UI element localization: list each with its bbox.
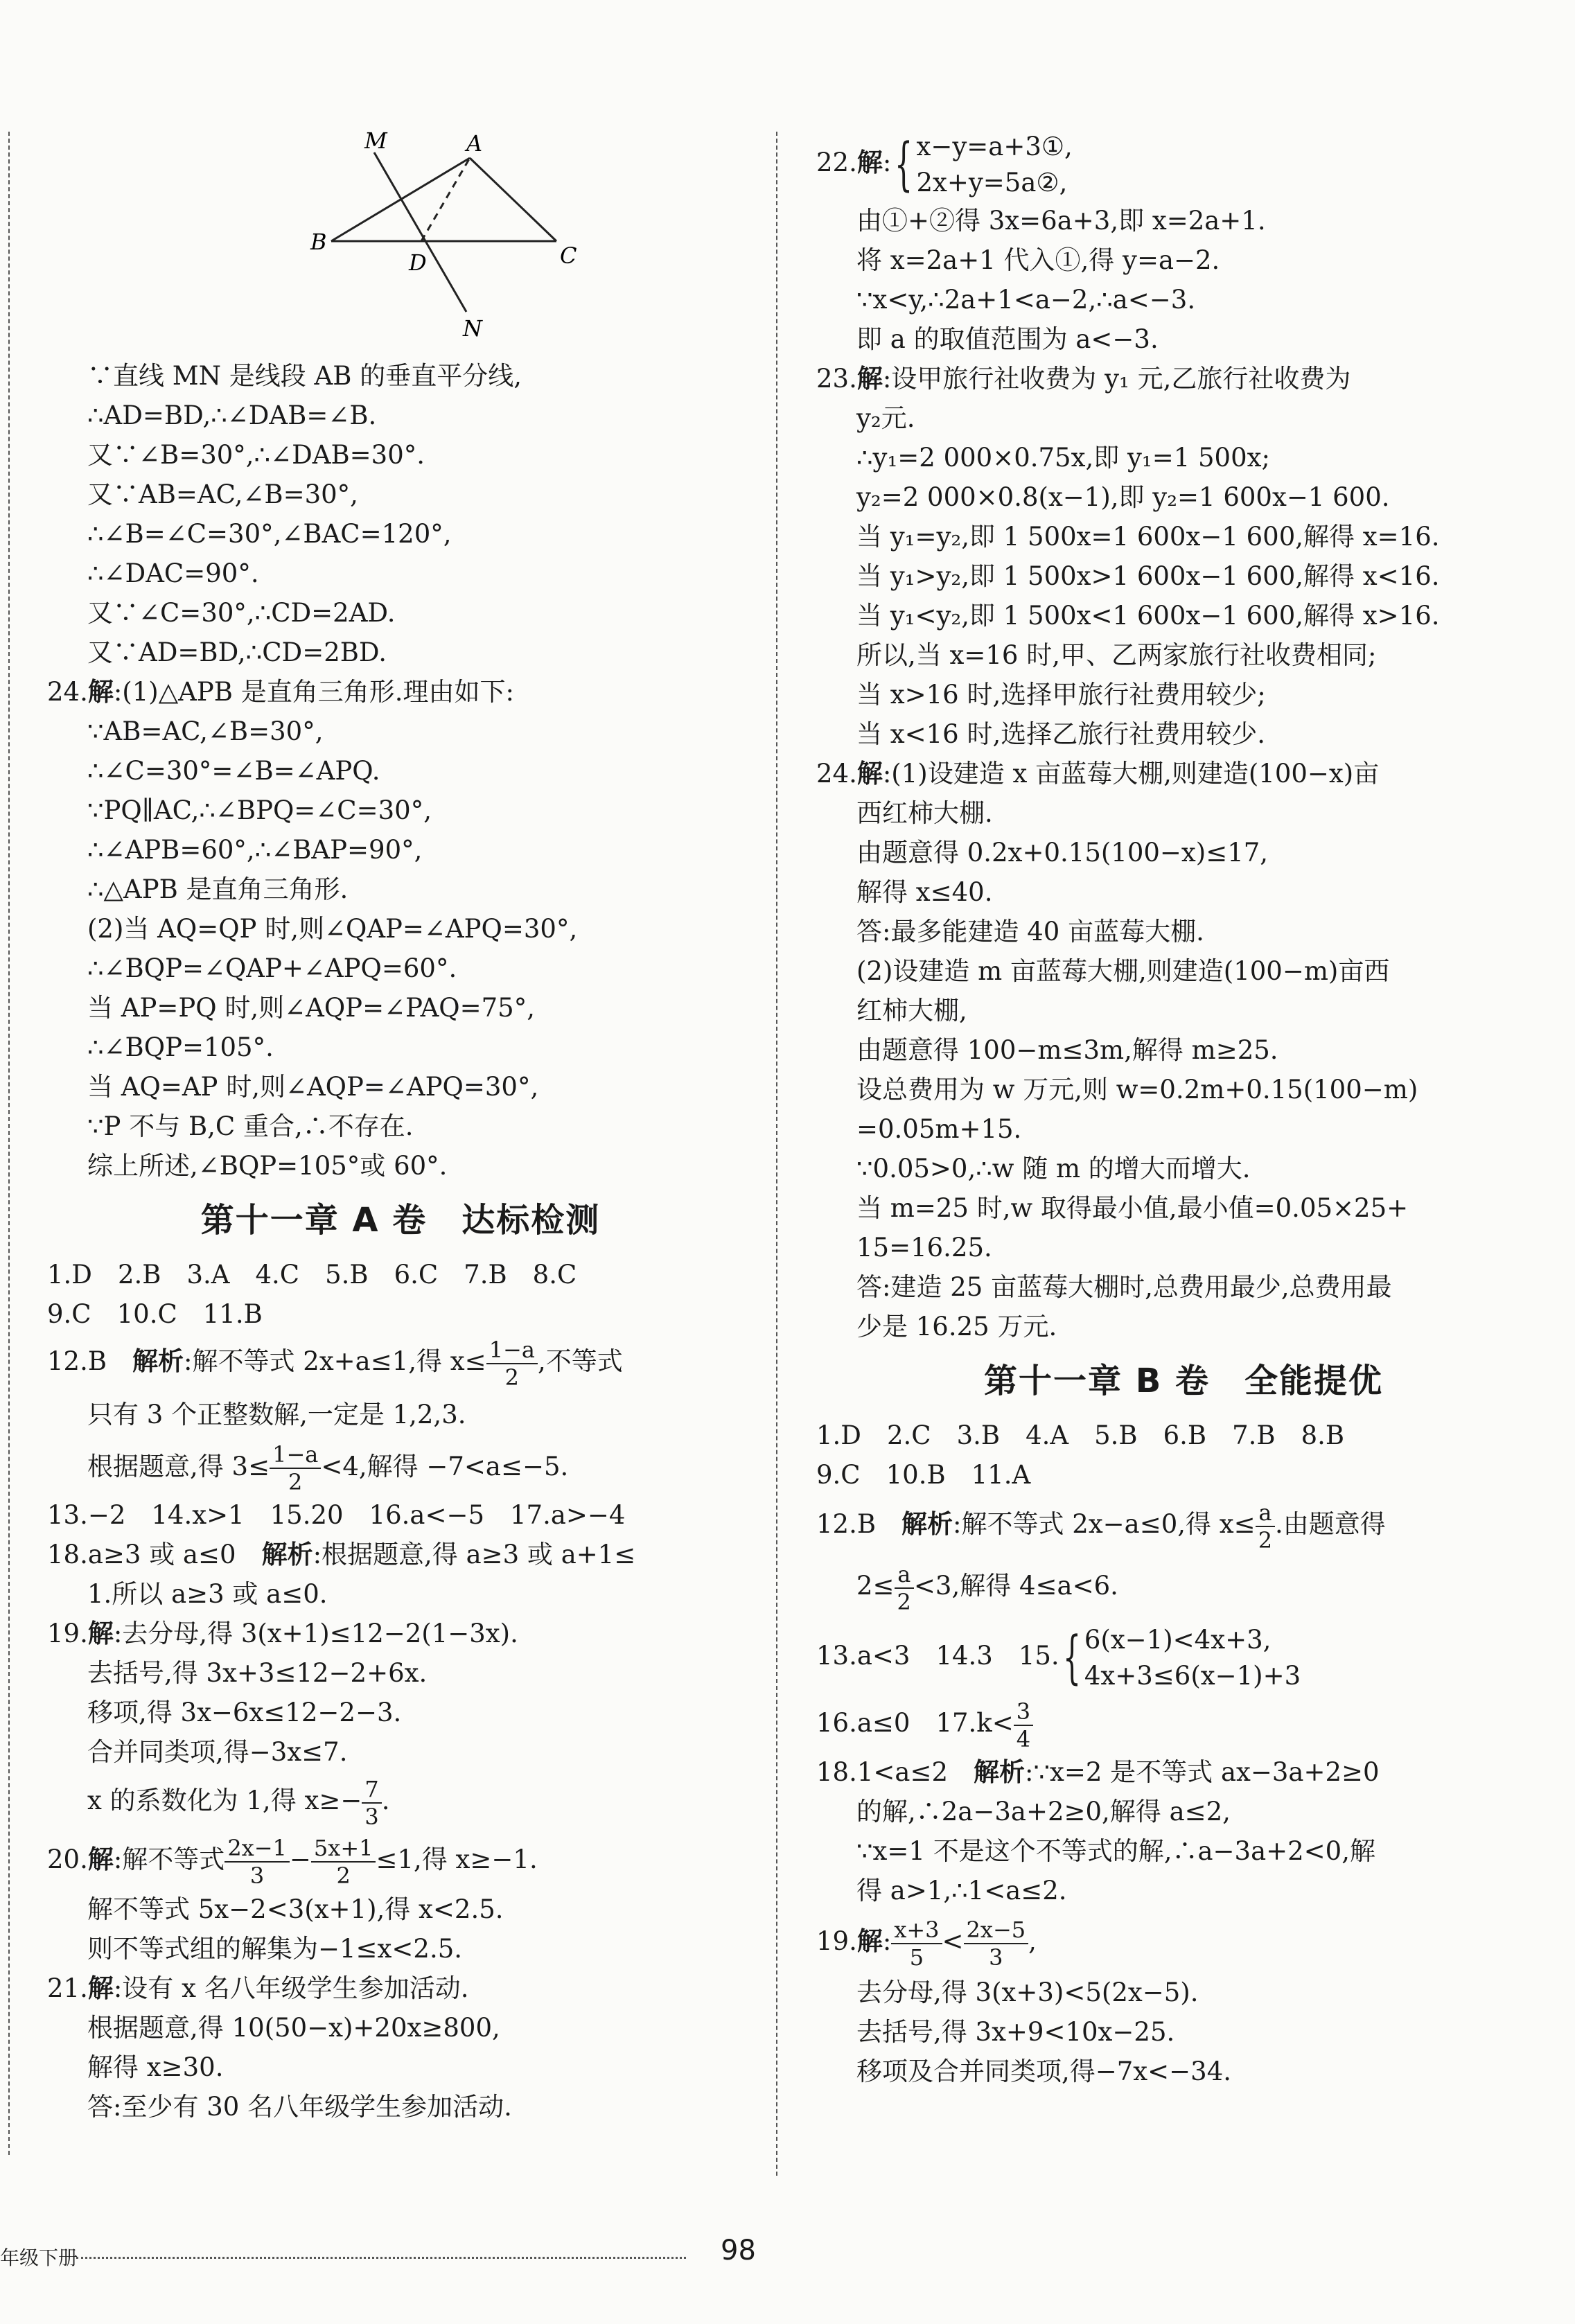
analysis-label: 解析 [974, 1757, 1025, 1787]
column-divider [776, 132, 791, 2176]
fraction-denominator: 3 [364, 1803, 379, 1830]
solution-line: ∵0.05>0,∴w 随 m 的增大而增大. [856, 1154, 1251, 1183]
footer-dotted-line [76, 2257, 686, 2259]
solution-line: 解不等式 5x−2<3(x+1),得 x<2.5. [87, 1894, 504, 1924]
fraction-numerator: 5x+1 [311, 1835, 376, 1863]
fraction-denominator: 3 [249, 1862, 265, 1889]
proof-line: ∴AD=BD,∴∠DAB=∠B. [87, 400, 377, 430]
page-footer [0, 2235, 1575, 2276]
left-column [47, 125, 754, 2127]
q12-line [816, 1495, 1551, 1554]
solution-line: ∵x<y,∴2a+1<a−2,∴a<−3. [856, 285, 1196, 315]
solution-label: 解 [856, 364, 883, 394]
solution-label: 解 [87, 677, 114, 707]
q24-solution [47, 672, 754, 1186]
solution-line: y₂元. [856, 403, 915, 433]
equation: x−y=a+3①, [916, 131, 1073, 161]
fraction-numerator: x+3 [891, 1917, 942, 1944]
solution-line: y₂=2 000×0.8(x−1),即 y₂=1 600x−1 600. [856, 482, 1390, 512]
right-column [816, 125, 1551, 2091]
solution-line: 当 x>16 时,选择甲旅行社费用较少; [856, 680, 1266, 710]
fraction-numerator: 7 [362, 1776, 381, 1804]
solution-line: 解得 x≤40. [856, 877, 993, 907]
solution-label: 解 [856, 148, 883, 177]
q12-line [816, 1554, 1551, 1618]
q18-text: :根据题意,得 a≥3 或 a+1≤ [313, 1540, 636, 1569]
fill-answers: 13.−2 14.x>1 15.20 16.a<−5 17.a>−4 [47, 1500, 626, 1530]
analysis-label: 解析 [901, 1509, 953, 1539]
q13-15-line [816, 1618, 1551, 1694]
solution-line: 即 a 的取值范围为 a<−3. [856, 324, 1159, 354]
solution-line: ∴∠BQP=∠QAP+∠APQ=60°. [87, 953, 457, 983]
q23-solution [816, 359, 1551, 754]
label-c: C [560, 243, 577, 269]
q18-line [816, 1752, 1551, 1792]
fraction [964, 1917, 1029, 1971]
q12-text: <3,解得 4≤a<6. [913, 1571, 1118, 1601]
solution-label: 解 [87, 1845, 114, 1874]
fraction [1256, 1499, 1275, 1553]
solution-line: 设总费用为 w 万元,则 w=0.2m+0.15(100−m) [856, 1075, 1418, 1104]
operator: − [289, 1845, 311, 1874]
solution-line: ∴∠BQP=105°. [87, 1032, 274, 1062]
inequality: 4x+3≤6(x−1)+3 [1084, 1660, 1301, 1691]
solution-line: 根据题意,得 10(50−x)+20x≥800, [87, 2013, 500, 2043]
q12-text: :解不等式 2x+a≤1,得 x≤ [184, 1346, 486, 1376]
solution-line: 移项及合并同类项,得−7x<−34. [856, 2057, 1232, 2086]
solution-line: (2)当 AQ=QP 时,则∠QAP=∠APQ=30°, [87, 914, 578, 944]
solution-line: ∵PQ∥AC,∴∠BPQ=∠C=30°, [87, 795, 432, 825]
fraction-denominator: 2 [504, 1364, 519, 1391]
question-number: 24. [816, 759, 857, 789]
q18-line: 的解,∴2a−3a+2≥0,解得 a≤2, [856, 1797, 1231, 1826]
solution-line: x 的系数化为 1,得 x≥− $\frac{7}{3}$ . [87, 1775, 390, 1830]
solution-line: 少是 16.25 万元. [856, 1312, 1057, 1341]
fraction [362, 1776, 381, 1830]
solution-line: 当 y₁=y₂,即 1 500x=1 600x−1 600,解得 x=16. [856, 522, 1440, 552]
q23-proof [47, 356, 754, 672]
punctuation: , [1028, 1926, 1037, 1956]
solution-line: 由题意得 0.2x+0.15(100−x)≤17, [856, 838, 1269, 868]
book-label: 年级下册 [0, 2246, 78, 2269]
solution-line: 答:建造 25 亩蓝莓大棚时,总费用最少,总费用最 [856, 1272, 1392, 1302]
choice-answers: 1.D 2.C 3.B 4.A 5.B 6.B 7.B 8.B [816, 1420, 1345, 1450]
fraction-denominator: 4 [1016, 1725, 1031, 1752]
solution-text: :(1)△APB 是直角三角形.理由如下: [113, 677, 514, 707]
fraction-numerator: a [1256, 1499, 1275, 1527]
solution-line: ∴∠APB=60°,∴∠BAP=90°, [87, 835, 423, 865]
solution-line: 移项,得 3x−6x≤12−2−3. [87, 1698, 402, 1727]
label-a: A [466, 130, 483, 157]
analysis-label: 解析 [132, 1346, 184, 1376]
fraction-denominator: 2 [336, 1862, 351, 1889]
fill-answers: 13.a<3 14.3 15. [816, 1641, 1059, 1671]
solution-line: 当 y₁<y₂,即 1 500x<1 600x−1 600,解得 x>16. [856, 601, 1440, 631]
choice-answers: 9.C 10.B 11.A [816, 1460, 1031, 1490]
solution-line: 去分母,得 3(x+3)<5(2x−5). [856, 1978, 1199, 2007]
q22-solution: 22.解:{ x−y=a+3①, 2x+y=5a②, 由①+②得 3x=6a+3,即 x=2a+1. 将 x=2a+1 代入①,得 y=a−2. ∵x<y,∴2a+1<a−2,∴a<−3. 即 a 的取值范围为 a<−3. [816, 125, 1551, 359]
question-number: 21. [47, 1973, 88, 2003]
fraction [225, 1835, 290, 1889]
label-d: D [409, 249, 427, 276]
solution-line: 则不等式组的解集为−1≤x<2.5. [87, 1934, 463, 1964]
solution-line: ∴△APB 是直角三角形. [87, 874, 349, 904]
fraction [270, 1441, 321, 1495]
question-number: 19. [47, 1619, 88, 1648]
solution-text: :去分母,得 3(x+1)≤12−2(1−3x). [113, 1619, 518, 1648]
solution-line: 由①+②得 3x=6a+3,即 x=2a+1. [856, 206, 1266, 236]
q12-text: .由题意得 [1275, 1509, 1386, 1539]
solution-line: (2)设建造 m 亩蓝莓大棚,则建造(100−m)亩西 [856, 956, 1390, 986]
binding-margin-line [8, 132, 24, 2155]
solution-text: :设甲旅行社收费为 y₁ 元,乙旅行社收费为 [882, 364, 1351, 394]
fraction-numerator: 3 [1014, 1698, 1033, 1726]
fraction-denominator: 3 [989, 1944, 1003, 1971]
inequality-system [1084, 1622, 1301, 1694]
question-number: 19. [816, 1926, 857, 1956]
solution-label: 解 [87, 1973, 114, 2003]
solution-line: 合并同类项,得−3x≤7. [87, 1737, 348, 1767]
brace-icon: { [895, 131, 913, 197]
label-n: N [463, 315, 482, 342]
solution-line: 去括号,得 3x+3≤12−2+6x. [87, 1658, 428, 1688]
q12-line: 只有 3 个正整数解,一定是 1,2,3. [87, 1399, 466, 1429]
question-number: 20. [47, 1845, 88, 1874]
solution-label: 解 [87, 1619, 114, 1648]
q12-text: 2≤ [856, 1571, 895, 1601]
inequality: 6(x−1)<4x+3, [1084, 1624, 1272, 1655]
fraction-numerator: 1−a [270, 1441, 321, 1469]
q18-text: :∵x=2 是不等式 ax−3a+2≥0 [1025, 1757, 1380, 1787]
solution-line: 当 AP=PQ 时,则∠AQP=∠PAQ=75°, [87, 993, 535, 1023]
fraction [311, 1835, 376, 1889]
solution-line: ∴y₁=2 000×0.75x,即 y₁=1 500x; [856, 443, 1270, 473]
solution-label: 解 [856, 759, 883, 789]
solution-text: ≤1,得 x≥−1. [376, 1845, 538, 1874]
proof-line: ∴∠B=∠C=30°,∠BAC=120°, [87, 519, 452, 549]
equation-system [916, 129, 1072, 201]
solution-label: 解 [856, 1926, 883, 1956]
chapter-heading-b: 第十一章 B 卷 全能提优 [983, 1362, 1383, 1400]
question-number: 24. [47, 677, 88, 707]
solution-line: 去括号,得 3x+9<10x−25. [856, 2017, 1175, 2047]
solution-line: 当 x<16 时,选择乙旅行社费用较少. [856, 719, 1265, 749]
proof-line: 又∵AD=BD,∴CD=2BD. [87, 637, 387, 667]
solution-line: 将 x=2a+1 代入①,得 y=a−2. [856, 245, 1220, 275]
brace-icon: { [1062, 1624, 1081, 1691]
q18-answer: 18.1<a≤2 [816, 1757, 974, 1787]
solution-line: ∴∠C=30°=∠B=∠APQ. [87, 756, 380, 786]
q24-solution-right [816, 754, 1551, 1346]
proof-line: 又∵∠B=30°,∴∠DAB=30°. [87, 440, 425, 470]
q19-solution-right: 19.解: $\frac{x+3}{5}$ < $\frac{2x-5}{3}$ , 去分母,得 3(x+3)<5(2x−5). 去括号,得 3x+9<10x−25. 移项及合并同类项,得−7x<−34. [816, 1910, 1551, 2091]
q12-line [47, 1334, 754, 1391]
solution-line: 答:最多能建造 40 亩蓝莓大棚. [856, 917, 1204, 947]
q12-answer: 12.B [816, 1509, 902, 1539]
proof-line: 又∵AB=AC,∠B=30°, [87, 479, 358, 509]
solution-text: :(1)设建造 x 亩蓝莓大棚,则建造(100−x)亩 [882, 759, 1380, 789]
fraction [1014, 1698, 1033, 1752]
question-number: 23. [816, 364, 857, 394]
q12-line [47, 1439, 754, 1496]
choice-answers: 9.C 10.C 11.B [47, 1299, 263, 1329]
q12-text: :解不等式 2x−a≤0,得 x≤ [953, 1509, 1256, 1539]
q12-answer: 12.B [47, 1346, 133, 1376]
fraction-numerator: 1−a [486, 1337, 538, 1364]
solution-line: 当 AQ=AP 时,则∠AQP=∠APQ=30°, [87, 1072, 539, 1102]
proof-line: 又∵∠C=30°,∴CD=2AD. [87, 598, 396, 628]
proof-line: ∵直线 MN 是线段 AB 的垂直平分线, [87, 361, 522, 391]
operator: < [942, 1926, 964, 1956]
fraction-denominator: 2 [288, 1469, 303, 1495]
label-b: B [310, 229, 327, 255]
chapter-heading-a: 第十一章 A 卷 达标检测 [200, 1201, 601, 1240]
equation: 2x+y=5a②, [916, 167, 1068, 197]
q18-line [47, 1535, 754, 1574]
fraction-denominator: 2 [897, 1588, 911, 1615]
fraction-numerator: a [895, 1561, 914, 1589]
geometry-diagram [213, 125, 629, 353]
page-number: 98 [721, 2235, 756, 2266]
solution-line: 红柿大棚, [856, 996, 967, 1025]
solution-line: 综上所述,∠BQP=105°或 60°. [87, 1151, 448, 1181]
proof-line: ∴∠DAC=90°. [87, 558, 259, 588]
fraction-denominator: 2 [1258, 1526, 1273, 1553]
q18-line: 得 a>1,∴1<a≤2. [856, 1876, 1067, 1905]
q12-text: <4,解得 −7<a≤−5. [321, 1451, 569, 1481]
q21-solution [47, 1969, 754, 2127]
q19-solution [47, 1614, 754, 1830]
solution-line: 当 y₁>y₂,即 1 500x>1 600x−1 600,解得 x<16. [856, 561, 1440, 591]
q18-answer: 18.a≥3 或 a≤0 [47, 1540, 262, 1569]
fraction [486, 1337, 538, 1391]
solution-line: 西红柿大棚. [856, 798, 993, 828]
solution-line: 答:至少有 30 名八年级学生参加活动. [87, 2092, 512, 2122]
q20-solution [47, 1830, 754, 1969]
solution-line: ∵P 不与 B,C 重合,∴不存在. [87, 1111, 414, 1141]
label-m: M [364, 127, 387, 154]
choice-answers: 1.D 2.B 3.A 4.C 5.B 6.C 7.B 8.C [47, 1260, 577, 1289]
analysis-label: 解析 [261, 1540, 313, 1569]
solution-line: =0.05m+15. [856, 1114, 1022, 1144]
solution-text: x 的系数化为 1,得 x≥− [87, 1786, 362, 1815]
solution-text: :设有 x 名八年级学生参加活动. [113, 1973, 469, 2003]
fraction-numerator: 2x−5 [964, 1917, 1029, 1944]
q12-text: 根据题意,得 3≤ [87, 1451, 270, 1481]
solution-line: 解得 x≥30. [87, 2052, 224, 2082]
fill-answers: 16.a≤0 17.k< [816, 1708, 1014, 1738]
question-number: 22. [816, 148, 857, 177]
solution-line: 由题意得 100−m≤3m,解得 m≥25. [856, 1035, 1278, 1065]
solution-text: :解不等式 [113, 1845, 225, 1874]
q12-text: ,不等式 [537, 1346, 623, 1376]
q18-line: 1.所以 a≥3 或 a≤0. [87, 1579, 328, 1609]
solution-line: 当 m=25 时,w 取得最小值,最小值=0.05×25+ [856, 1193, 1409, 1223]
q18-line: ∵x=1 不是这个不等式的解,∴a−3a+2<0,解 [856, 1836, 1375, 1866]
fraction [891, 1917, 942, 1971]
fraction-numerator: 2x−1 [225, 1835, 290, 1863]
solution-line: ∵AB=AC,∠B=30°, [87, 716, 324, 746]
q16-17-line [816, 1694, 1551, 1752]
solution-line: 15=16.25. [856, 1233, 992, 1262]
fraction [895, 1561, 914, 1615]
fraction-denominator: 5 [909, 1944, 924, 1971]
solution-line: 所以,当 x=16 时,甲、乙两家旅行社收费相同; [856, 640, 1377, 670]
